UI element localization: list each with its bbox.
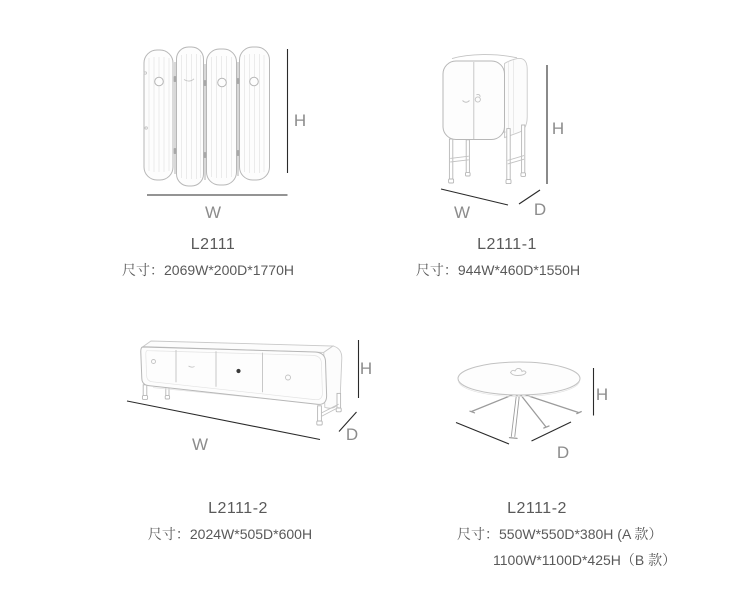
model-number: L2111-1 bbox=[477, 236, 537, 253]
folding-screen-illustration bbox=[125, 35, 325, 225]
coffee-table-illustration bbox=[435, 355, 620, 465]
width-label: W bbox=[453, 203, 471, 222]
depth-dimension bbox=[532, 422, 572, 462]
dimensions-text bbox=[457, 524, 676, 570]
coffee-table-line-art bbox=[458, 362, 581, 438]
dimensions-text: 尺寸：2069W*200D*1770H bbox=[122, 262, 294, 278]
width-dimension bbox=[127, 401, 320, 454]
depth-label: D bbox=[556, 443, 570, 462]
dimensions-line-a: 尺寸：550W*550D*380H (A 款） bbox=[457, 526, 663, 542]
depth-label: D bbox=[533, 200, 547, 219]
height-dimension bbox=[547, 65, 564, 184]
depth-label: D bbox=[345, 425, 359, 444]
height-dimension bbox=[594, 368, 609, 416]
model-number: L2111 bbox=[190, 236, 236, 253]
cabinet-illustration bbox=[415, 40, 580, 225]
height-label: H bbox=[595, 385, 609, 404]
tv-cabinet-line-art bbox=[141, 341, 342, 425]
dimensions-line-b: 1100W*1100D*425H（B 款） bbox=[493, 552, 677, 568]
depth-dimension bbox=[519, 190, 546, 219]
height-dimension bbox=[359, 340, 373, 398]
width-dimension bbox=[441, 189, 508, 222]
tv-cabinet-illustration bbox=[110, 330, 375, 460]
width-label: W bbox=[191, 435, 209, 454]
folding-screen-line-art bbox=[144, 47, 270, 186]
model-number: L2111-2 bbox=[208, 500, 268, 517]
width-dimension bbox=[147, 195, 288, 222]
dimensions-text: 尺寸：2024W*505D*600H bbox=[147, 526, 313, 542]
depth-dimension bbox=[339, 412, 358, 444]
width-dimension-line bbox=[456, 423, 509, 445]
dimensions-text: 尺寸：944W*460D*1550H bbox=[415, 262, 581, 278]
width-label: W bbox=[204, 203, 222, 222]
height-dimension bbox=[288, 49, 307, 173]
height-label: H bbox=[551, 119, 565, 138]
height-label: H bbox=[293, 111, 307, 130]
cabinet-line-art bbox=[443, 55, 527, 184]
model-number: L2111-2 bbox=[507, 500, 567, 517]
height-label: H bbox=[359, 359, 373, 378]
